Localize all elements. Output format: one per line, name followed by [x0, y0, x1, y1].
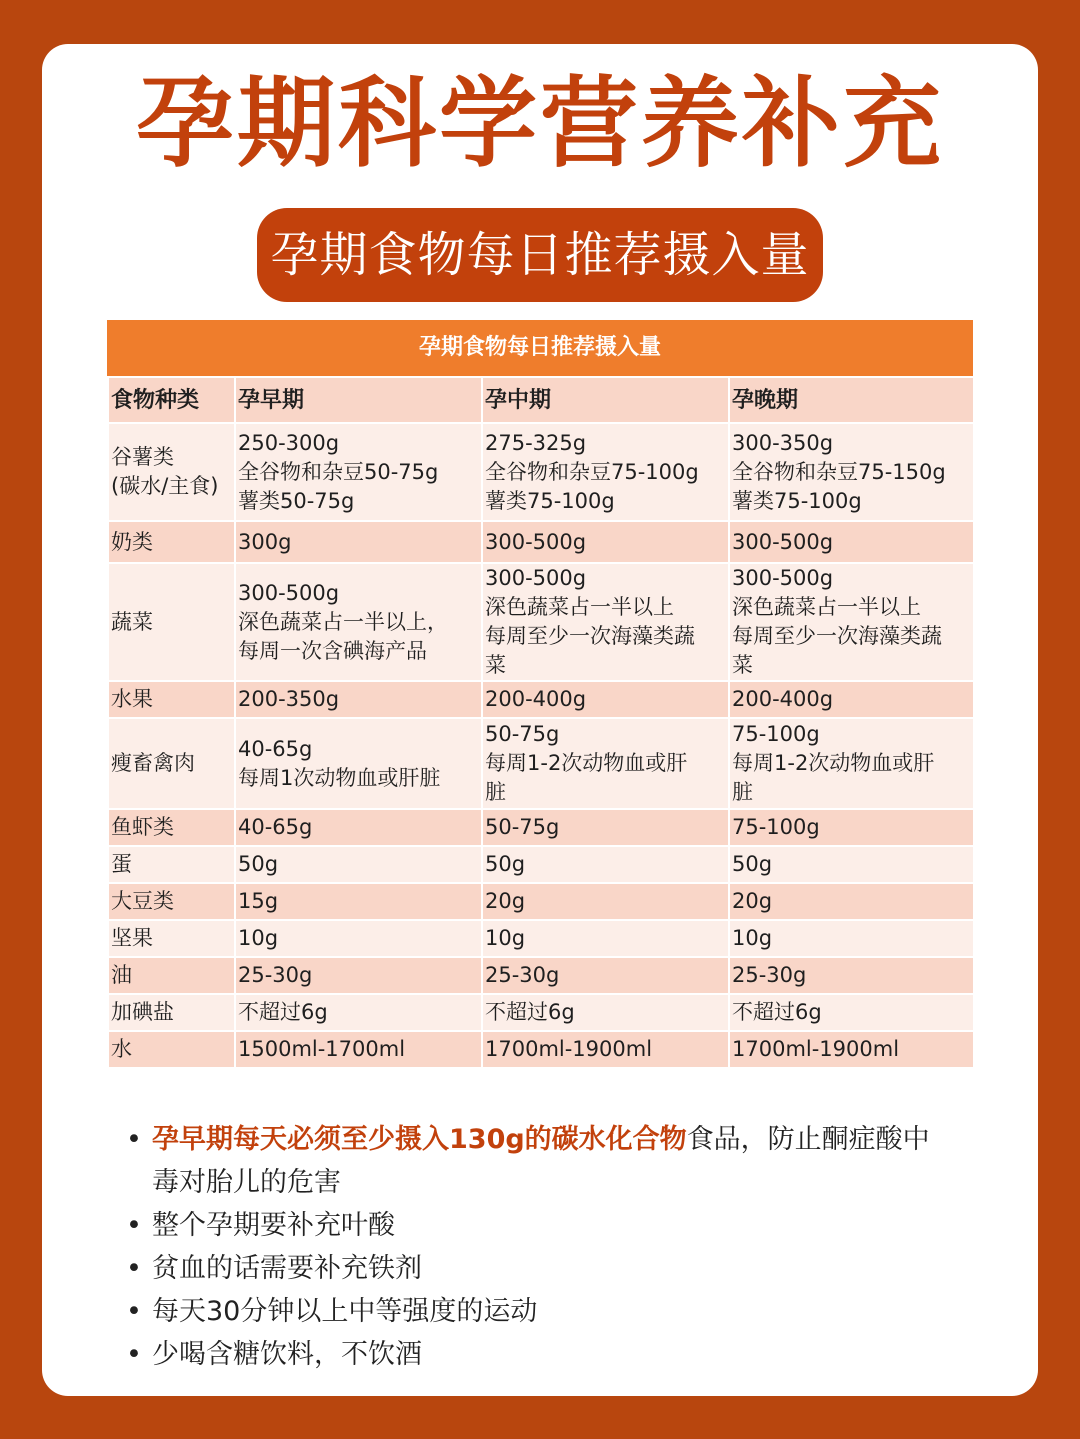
cell-line: 300-500g: [732, 529, 834, 554]
header-mid: 孕中期: [482, 377, 729, 423]
table-cell-early: [235, 957, 482, 994]
cell-line: 奶类: [111, 529, 153, 554]
table-cell-early: [235, 846, 482, 883]
cell-line: 200-400g: [485, 687, 587, 711]
table-cell-late: [729, 1031, 974, 1068]
table-cell-late: [729, 423, 974, 521]
table-cell-late: [729, 920, 974, 957]
cell-line: 15g: [238, 889, 279, 913]
table-cell-late: [729, 563, 974, 681]
table-cell-food: [108, 920, 235, 957]
table-cell-mid: [482, 994, 729, 1031]
table-row: [108, 994, 974, 1031]
table-cell-early: [235, 718, 482, 809]
cell-line: 每周至少一次海藻类蔬: [732, 624, 942, 648]
table-cell-early: [235, 681, 482, 718]
table-cell-food: [108, 521, 235, 563]
cell-line: 50g: [732, 852, 773, 876]
cell-line: 75-100g: [732, 722, 820, 746]
note-item: • 整个孕期要补充叶酸: [126, 1204, 986, 1247]
cell-line: 脏: [485, 780, 506, 804]
cell-line: 50g: [485, 852, 526, 876]
cell-line: 10g: [485, 926, 526, 950]
table-cell-food: [108, 809, 235, 846]
note-text-continued: 毒对胎儿的危害: [152, 1167, 341, 1198]
table-cell-mid: [482, 883, 729, 920]
cell-line: 1700ml-1900ml: [485, 1037, 653, 1061]
cell-line: 50g: [238, 852, 279, 876]
cell-line: 全谷物和杂豆75-100g: [485, 459, 699, 484]
cell-line: 75-100g: [732, 815, 820, 839]
cell-line: 薯类75-100g: [485, 488, 615, 513]
cell-line: 脏: [732, 780, 753, 804]
table-cell-early: [235, 521, 482, 563]
table-cell-mid: [482, 1031, 729, 1068]
cell-line: 每周1-2次动物血或肝: [732, 751, 935, 775]
cell-line: 275-325g: [485, 430, 587, 455]
cell-line: 50-75g: [485, 722, 560, 746]
cell-line: 坚果: [111, 926, 153, 950]
cell-line: 水: [111, 1037, 132, 1061]
table-cell-mid: [482, 718, 729, 809]
cell-line: 薯类50-75g: [238, 488, 355, 513]
cell-line: 20g: [485, 889, 526, 913]
note-item: • 贫血的话需要补充铁剂: [126, 1247, 986, 1290]
table-cell-late: [729, 809, 974, 846]
cell-line: 300-350g: [732, 430, 834, 455]
table-cell-food: [108, 718, 235, 809]
cell-line: 1500ml-1700ml: [238, 1037, 406, 1061]
note-item: • 每天30分钟以上中等强度的运动: [126, 1290, 986, 1333]
intake-table: [107, 320, 973, 1069]
table-cell-late: [729, 681, 974, 718]
table-cell-early: [235, 809, 482, 846]
table-row: [108, 423, 974, 521]
table-cell-mid: [482, 681, 729, 718]
cell-line: 大豆类: [111, 889, 174, 913]
subtitle-banner: 孕期食物每日推荐摄入量: [257, 208, 823, 302]
cell-line: 每周1次动物血或肝脏: [238, 765, 441, 790]
table-cell-food: [108, 563, 235, 681]
table-cell-mid: [482, 957, 729, 994]
cell-line: 300-500g: [238, 580, 340, 605]
table-cell-late: [729, 846, 974, 883]
table-cell-early: [235, 1031, 482, 1068]
cell-line: 25-30g: [485, 963, 560, 987]
cell-line: 薯类75-100g: [732, 488, 862, 513]
table-cell-food: [108, 957, 235, 994]
cell-line: 不超过6g: [485, 1000, 575, 1024]
table-row: [108, 563, 974, 681]
cell-line: 50-75g: [485, 815, 560, 839]
table-caption: 孕期食物每日推荐摄入量: [107, 320, 973, 376]
table-cell-late: [729, 718, 974, 809]
cell-line: 1700ml-1900ml: [732, 1037, 900, 1061]
cell-line: 20g: [732, 889, 773, 913]
cell-line: 全谷物和杂豆50-75g: [238, 459, 439, 484]
table-row: [108, 920, 974, 957]
cell-line: 加碘盐: [111, 1000, 174, 1024]
table-cell-food: [108, 423, 235, 521]
cell-line: 蔬菜: [111, 609, 153, 634]
cell-line: 不超过6g: [238, 1000, 328, 1024]
cell-line: 鱼虾类: [111, 815, 174, 839]
table-header-row: [108, 377, 974, 423]
table-cell-early: [235, 994, 482, 1031]
cell-line: 蛋: [111, 852, 132, 876]
table-row: [108, 846, 974, 883]
table-cell-late: [729, 957, 974, 994]
table-row: [108, 957, 974, 994]
table-row: [108, 718, 974, 809]
table-row: [108, 681, 974, 718]
table-row: [108, 521, 974, 563]
cell-line: 每周1-2次动物血或肝: [485, 751, 688, 775]
table-cell-mid: [482, 920, 729, 957]
table-cell-early: [235, 883, 482, 920]
cell-line: 每周一次含碘海产品: [238, 638, 427, 663]
cell-line: 300-500g: [485, 529, 587, 554]
note-text: 食品，防止酮症酸中: [686, 1124, 930, 1155]
cell-line: 不超过6g: [732, 1000, 822, 1024]
cell-line: 25-30g: [238, 963, 313, 987]
cell-line: 300-500g: [732, 566, 834, 590]
table-cell-late: [729, 521, 974, 563]
cell-line: (碳水/主食): [111, 474, 219, 498]
cell-line: 10g: [732, 926, 773, 950]
table-cell-mid: [482, 846, 729, 883]
note-highlight: 孕早期每天必须至少摄入130g的碳水化合物: [152, 1124, 687, 1155]
table-row: [108, 883, 974, 920]
main-title: 孕期科学营养补充: [135, 67, 944, 181]
table-cell-mid: [482, 809, 729, 846]
table-cell-food: [108, 681, 235, 718]
table-cell-late: [729, 994, 974, 1031]
cell-line: 油: [111, 963, 132, 987]
table-cell-early: [235, 563, 482, 681]
cell-line: 250-300g: [238, 430, 340, 455]
cell-line: 10g: [238, 926, 279, 950]
table-cell-early: [235, 920, 482, 957]
table-row: [108, 809, 974, 846]
cell-line: 40-65g: [238, 736, 313, 761]
note-item: [126, 1118, 986, 1204]
cell-line: 谷薯类: [111, 445, 174, 469]
table-cell-mid: [482, 423, 729, 521]
table-cell-early: [235, 423, 482, 521]
cell-line: 水果: [111, 687, 153, 711]
header-late: 孕晚期: [729, 377, 974, 423]
cell-line: 300-500g: [485, 566, 587, 590]
cell-line: 每周至少一次海藻类蔬: [485, 624, 695, 648]
cell-line: 300g: [238, 529, 292, 554]
table-cell-late: [729, 883, 974, 920]
cell-line: 200-350g: [238, 687, 340, 711]
table-cell-food: [108, 846, 235, 883]
cell-line: 深色蔬菜占一半以上: [732, 595, 921, 619]
cell-line: 40-65g: [238, 815, 313, 839]
table-row: [108, 1031, 974, 1068]
table-cell-mid: [482, 521, 729, 563]
table-cell-mid: [482, 563, 729, 681]
cell-line: 深色蔬菜占一半以上，: [238, 609, 448, 634]
note-item: • 少喝含糖饮料，不饮酒: [126, 1333, 986, 1376]
cell-line: 深色蔬菜占一半以上: [485, 595, 674, 619]
intake-grid: [107, 376, 975, 1069]
notes-list: [126, 1118, 986, 1376]
cell-line: 全谷物和杂豆75-150g: [732, 459, 946, 484]
cell-line: 200-400g: [732, 687, 834, 711]
table-cell-food: [108, 883, 235, 920]
cell-line: 25-30g: [732, 963, 807, 987]
table-cell-food: [108, 994, 235, 1031]
table-cell-food: [108, 1031, 235, 1068]
header-early: 孕早期: [235, 377, 482, 423]
cell-line: 菜: [732, 653, 753, 677]
header-food-type: 食物种类: [108, 377, 235, 423]
cell-line: 菜: [485, 653, 506, 677]
cell-line: 瘦畜禽肉: [111, 751, 195, 775]
